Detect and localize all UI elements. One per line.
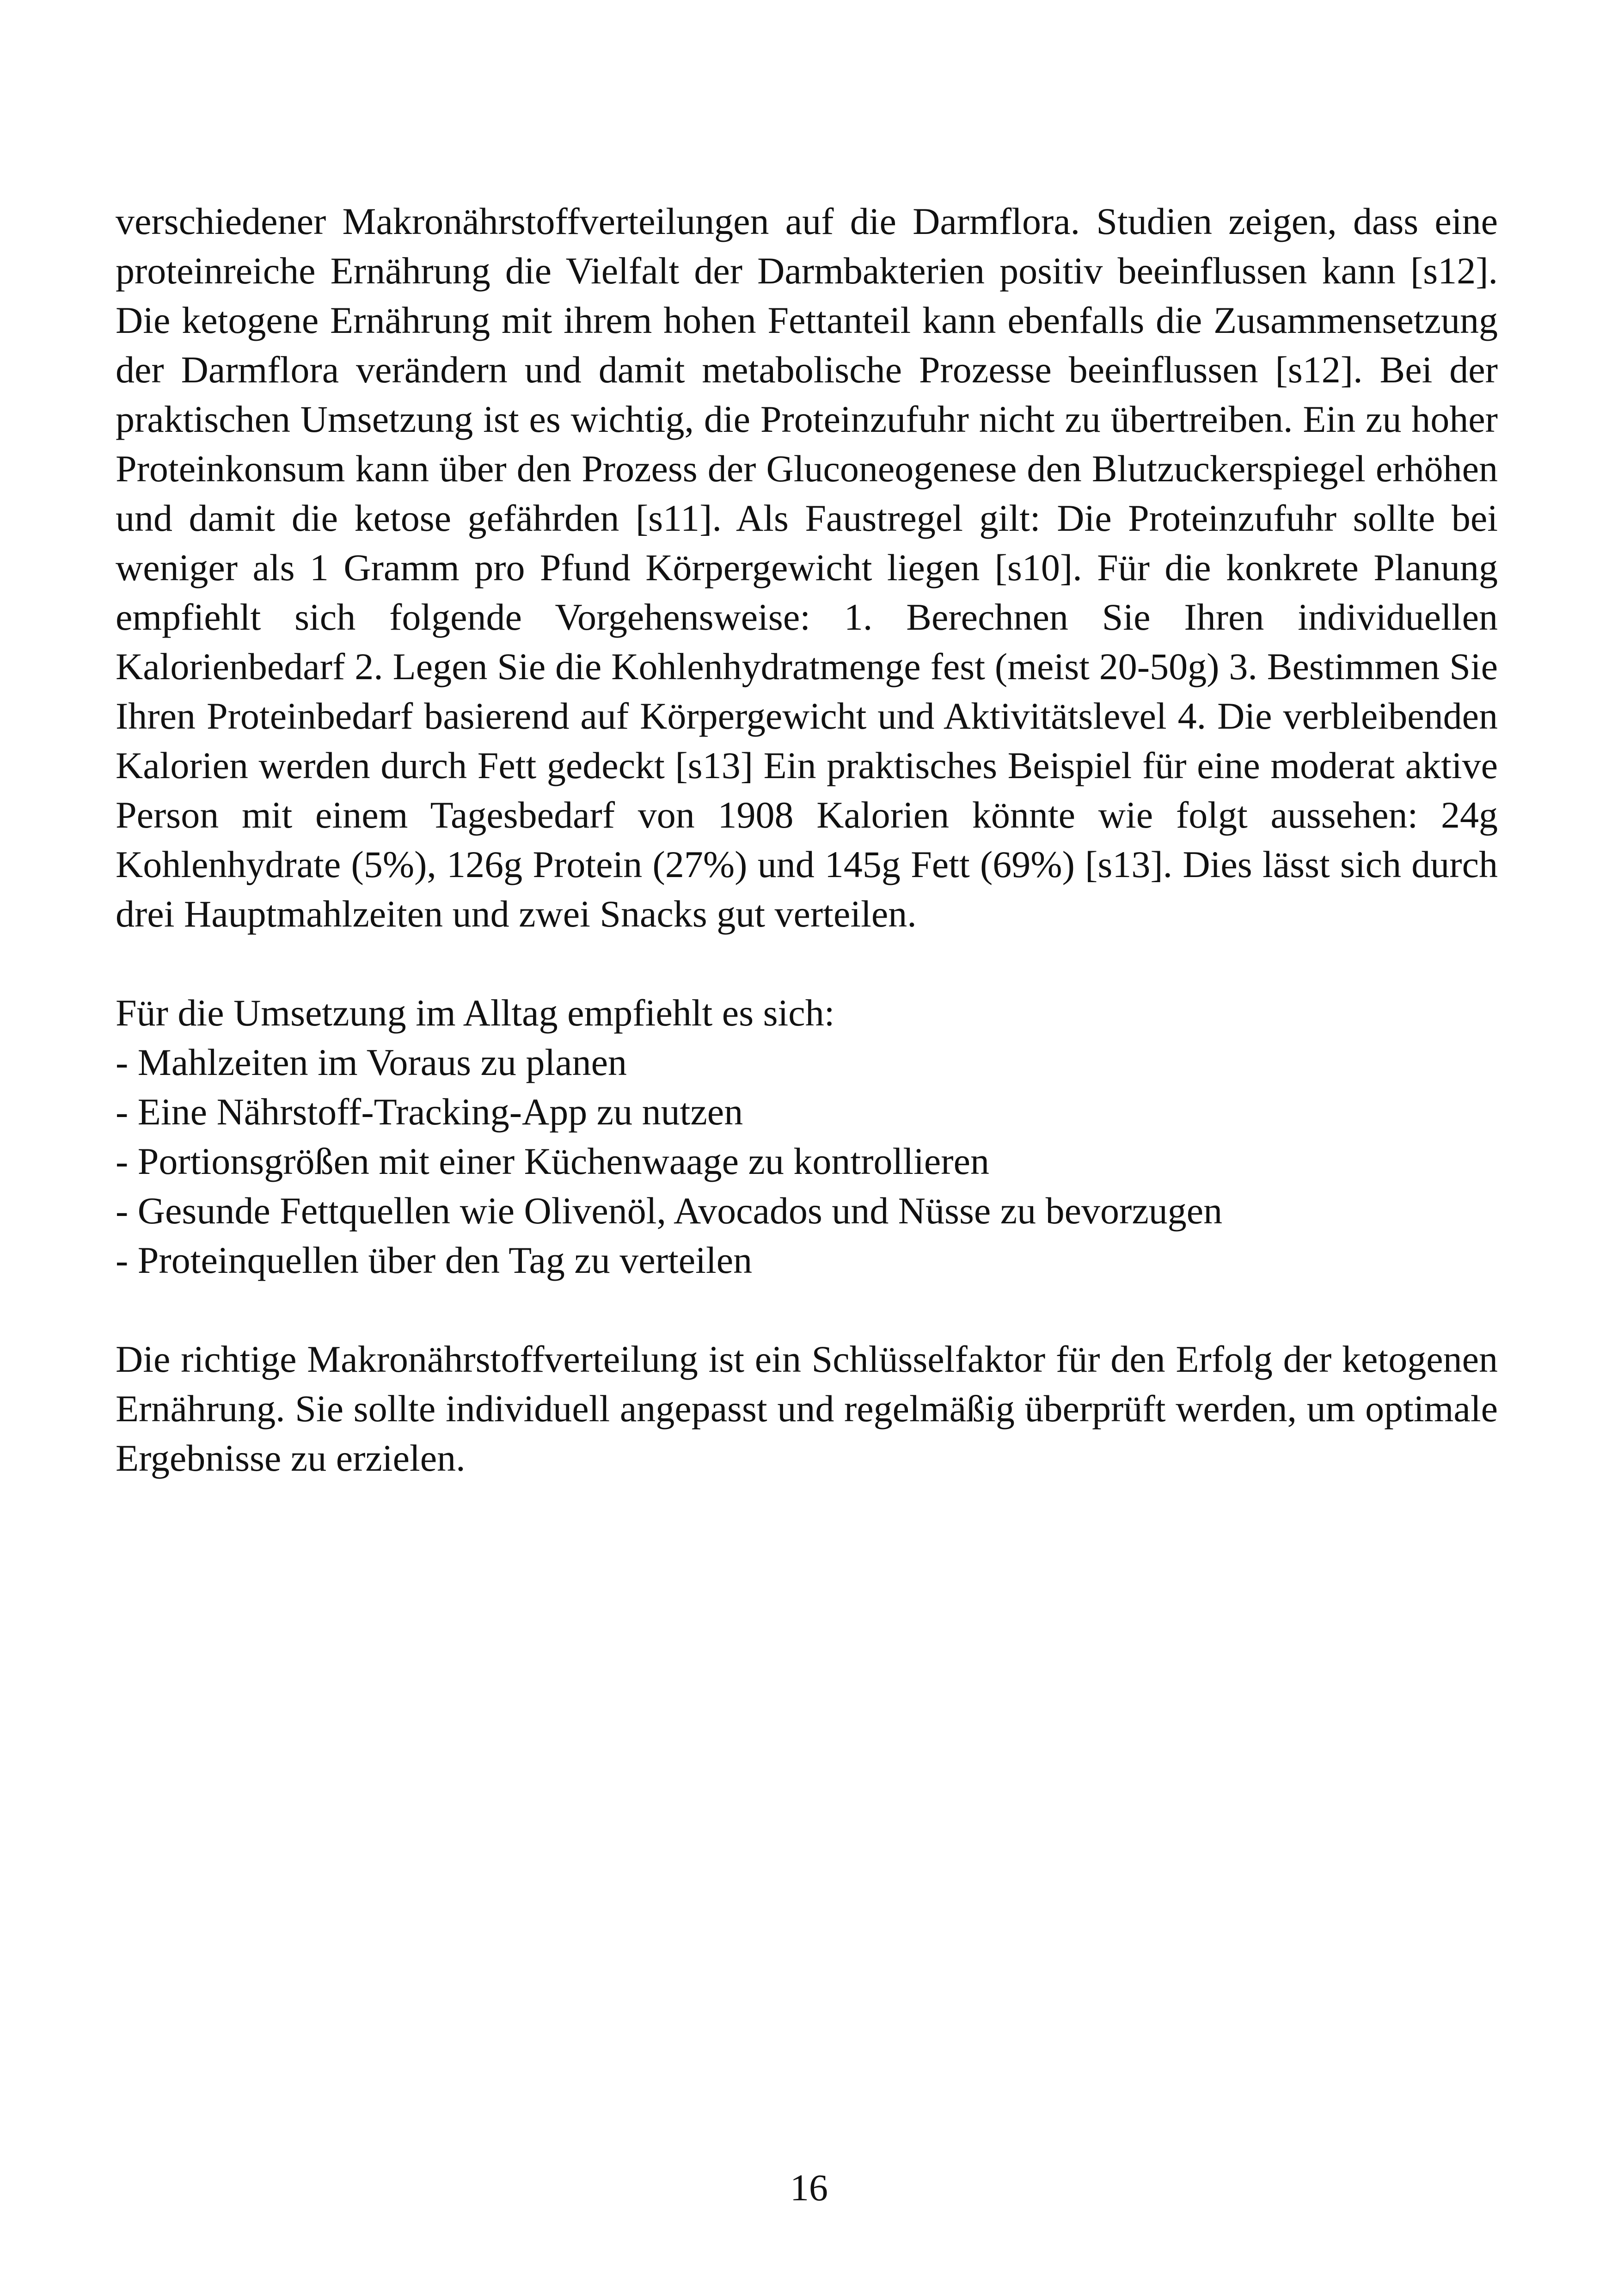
list-item: - Gesunde Fettquellen wie Olivenöl, Avocados und Nüsse zu bevorzugen [116,1190,1223,1232]
document-page [116,196,1498,1483]
tips-list [116,1037,1498,1285]
list-item: - Proteinquellen über den Tag zu verteilen [116,1239,753,1281]
page-number: 16 [790,2167,828,2209]
body-paragraph-1: verschiedener Makronährstoffverteilungen auf die Darmflora. Studien zeigen, dass eine proteinreiche Ernährung die Vielfalt der Darmbakterien positiv beeinflussen kann [s12]. Die ketogene Ernährung mit ihrem hohen Fettanteil kann ebenfalls die Zusammensetzung der Darmflora verändern und damit metabolische Prozesse beeinflussen [s12]. Bei der praktischen Umsetzung ist es wichtig, die Proteinzufuhr nicht zu übertreiben. Ein zu hoher Proteinkonsum kann über den Prozess der Gluconeogenese den Blutzuckerspiegel erhöhen und damit die ketose gefährden [s11]. Als Faustregel gilt: Die Proteinzufuhr sollte bei weniger als 1 Gramm pro Pfund Körpergewicht liegen [s10]. Für die konkrete Planung empfiehlt sich folgende Vorgehensweise: 1. Berechnen Sie Ihren individuellen Kalorienbedarf 2. Legen Sie die Kohlenhydratmenge fest (meist 20-50g) 3. Bestimmen Sie Ihren Proteinbedarf basierend auf Körpergewicht und Aktivitätslevel 4. Die verbleibenden Kalorien werden durch Fett gedeckt [s13] Ein praktisches Beispiel für eine moderat aktive Person mit einem Tagesbedarf von 1908 Kalorien könnte wie folgt aussehen: 24g Kohlenhydrate (5%), 126g Protein (27%) und 145g Fett (69%) [s13]. Dies lässt sich durch drei Hauptmahlzeiten und zwei Snacks gut verteilen. [116,200,1498,935]
body-paragraph-2: Die richtige Makronährstoffverteilung ist ein Schlüsselfaktor für den Erfolg der ketogenen Ernährung. Sie sollte individuell angepasst und regelmäßig überprüft werden, um optimale Ergebnisse zu erzielen. [116,1338,1498,1479]
list-intro: Für die Umsetzung im Alltag empfiehlt es sich: [116,992,835,1034]
list-item: - Mahlzeiten im Voraus zu planen [116,1041,627,1083]
list-item: - Eine Nährstoff-Tracking-App zu nutzen [116,1091,743,1133]
list-item: - Portionsgrößen mit einer Küchenwaage zu kontrollieren [116,1140,989,1182]
paragraph-spacer [116,939,1498,988]
